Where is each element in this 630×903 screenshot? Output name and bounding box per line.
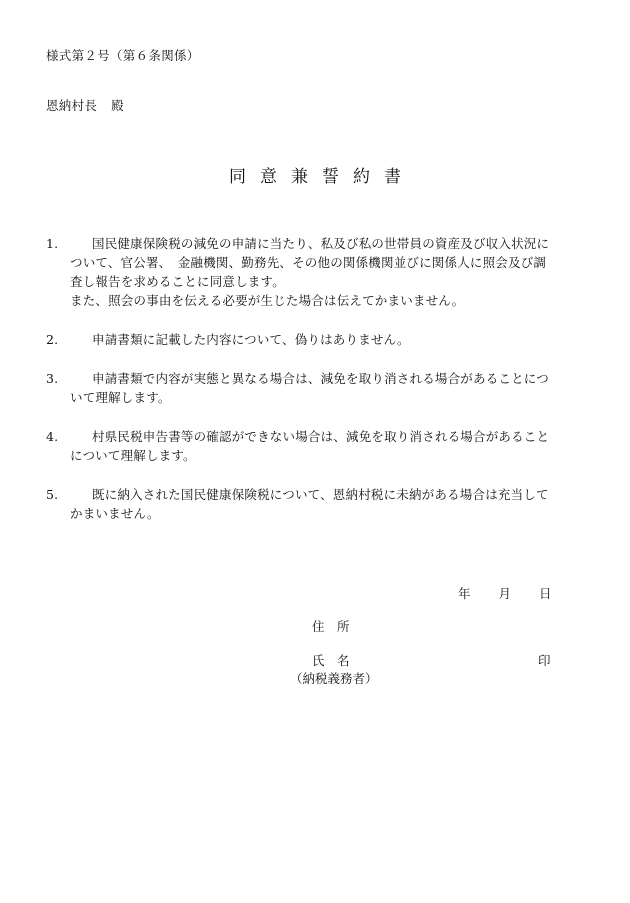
item-line: 既に納入された国民健康保険税について、恩納村税に未納がある場合は充当して bbox=[92, 487, 549, 502]
item-line: 申請書類に記載した内容について、偽りはありません。 bbox=[92, 332, 410, 347]
item-text bbox=[70, 369, 586, 407]
item-number: 4. bbox=[46, 429, 59, 444]
item-number: 2. bbox=[46, 332, 59, 347]
day-label: 日 bbox=[539, 586, 552, 601]
item-line: 村県民税申告書等の確認ができない場合は、減免を取り消される場合があること bbox=[92, 429, 550, 444]
document-title: 同意兼誓約書 bbox=[229, 167, 415, 187]
item-number: 3. bbox=[46, 371, 59, 386]
taxpayer-label: （納税義務者） bbox=[290, 671, 378, 686]
date-line bbox=[458, 584, 552, 602]
month-label: 月 bbox=[498, 586, 512, 601]
item-line: いて理解します。 bbox=[70, 390, 171, 405]
item-text bbox=[70, 485, 586, 523]
item-number: 1. bbox=[46, 236, 59, 251]
item-line: 査し報告を求めることに同意します。 bbox=[70, 274, 285, 289]
item-text bbox=[70, 427, 586, 465]
address-label: 住 所 bbox=[312, 619, 350, 634]
pledge-items bbox=[46, 234, 586, 543]
addressee-name: 恩納村長 bbox=[46, 98, 98, 113]
item-number: 5. bbox=[46, 487, 59, 502]
pledge-item-2 bbox=[46, 330, 586, 349]
pledge-item-4 bbox=[46, 427, 586, 465]
pledge-item-3 bbox=[46, 369, 586, 407]
year-label: 年 bbox=[458, 586, 471, 601]
pledge-item-5 bbox=[46, 485, 586, 523]
item-line: について理解します。 bbox=[70, 448, 196, 463]
item-text bbox=[70, 330, 586, 349]
item-line: かまいません。 bbox=[70, 506, 160, 521]
item-line: ついて、官公署、 金融機関、勤務先、その他の関係機関並びに関係人に照会及び調 bbox=[70, 255, 547, 270]
item-line: また、照会の事由を伝える必要が生じた場合は伝えてかまいません。 bbox=[70, 293, 465, 308]
addressee-honorific: 殿 bbox=[111, 98, 125, 113]
item-line: 国民健康保険税の減免の申請に当たり、私及び私の世帯員の資産及び収入状況に bbox=[92, 236, 550, 251]
addressee bbox=[46, 96, 124, 114]
pledge-item-1 bbox=[46, 234, 586, 310]
item-text bbox=[70, 234, 586, 310]
name-label: 氏 名 bbox=[312, 653, 350, 668]
form-number: 様式第２号（第６条関係） bbox=[46, 48, 200, 63]
item-line: 申請書類で内容が実態と異なる場合は、減免を取り消される場合があることにつ bbox=[92, 371, 549, 386]
seal-label: 印 bbox=[538, 653, 551, 668]
